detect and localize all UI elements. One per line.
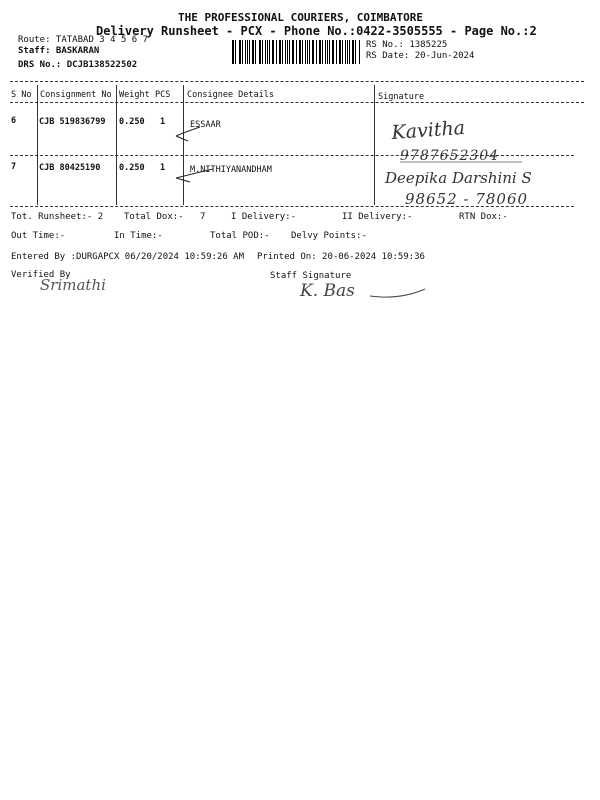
row-consignment-no: CJB 519836799: [39, 117, 106, 127]
total-dox-label: Total Dox:-: [124, 212, 184, 222]
delvy-points: Delvy Points:-: [291, 231, 367, 241]
col-header-sno: S No: [11, 90, 32, 100]
total-dox-value: 7: [200, 212, 206, 222]
tick-mark: [176, 127, 200, 141]
verified-by-signature: Srimathi: [40, 276, 106, 294]
col-header-weight: Weight: [119, 90, 150, 100]
rs-date: RS Date: 20-Jun-2024: [366, 51, 475, 61]
printed-on: Printed On: 20-06-2024 10:59:36: [257, 252, 425, 262]
tot-runsheet: Tot. Runsheet:- 2: [11, 212, 104, 222]
row6-recipient-name: Kavitha: [390, 116, 466, 144]
col-header-pcs: PCS: [155, 90, 171, 100]
row-weight: 0.250: [119, 117, 145, 127]
out-time: Out Time:-: [11, 231, 66, 241]
row-consignee: ESSAAR: [190, 120, 221, 130]
runsheet-title: Delivery Runsheet - PCX - Phone No.:0422-3505555 - Page No.:2: [96, 24, 537, 38]
row7-recipient-name: Deepika Darshini S: [385, 169, 532, 187]
row-pcs: 1: [160, 163, 166, 173]
total-pod: Total POD:-: [210, 231, 270, 241]
rs-number: RS No.: 1385225: [366, 40, 448, 50]
rtn-dox: RTN Dox:-: [459, 212, 508, 222]
verified-by-label: Verified By: [11, 270, 71, 280]
entered-by: Entered By :DURGAPCX 06/20/2024 10:59:26 AM: [11, 252, 244, 262]
staff-signature-label: Staff Signature: [270, 271, 352, 281]
in-time: In Time:-: [114, 231, 163, 241]
row-consignment-no: CJB 80425190: [39, 163, 101, 173]
row7-recipient-phone: 98652 - 78060: [405, 190, 529, 208]
col-header-consignment: Consignment No: [40, 90, 112, 100]
staff-signature-mark: K. Bas: [300, 281, 355, 301]
col-header-consignee: Consignee Details: [187, 90, 274, 100]
route: Route: TATABAD 3 4 5 6 7: [18, 35, 149, 45]
row-weight: 0.250: [119, 163, 145, 173]
i-delivery: I Delivery:-: [231, 212, 297, 222]
row6-recipient-phone: 9787652304: [400, 148, 500, 164]
row-sno: 6: [11, 116, 17, 126]
drs-number: DRS No.: DCJB138522502: [18, 60, 138, 70]
row-pcs: 1: [160, 117, 166, 127]
ii-delivery: II Delivery:-: [342, 212, 413, 222]
company-name: THE PROFESSIONAL COURIERS, COIMBATORE: [178, 11, 424, 24]
tick-mark: [176, 169, 213, 182]
col-header-signature: Signature: [378, 92, 425, 102]
row-consignee: M.NITHIYANANDHAM: [190, 165, 272, 175]
row-sno: 7: [11, 162, 17, 172]
staff: Staff: BASKARAN: [18, 46, 100, 56]
staff-signature-flourish: [370, 289, 425, 297]
